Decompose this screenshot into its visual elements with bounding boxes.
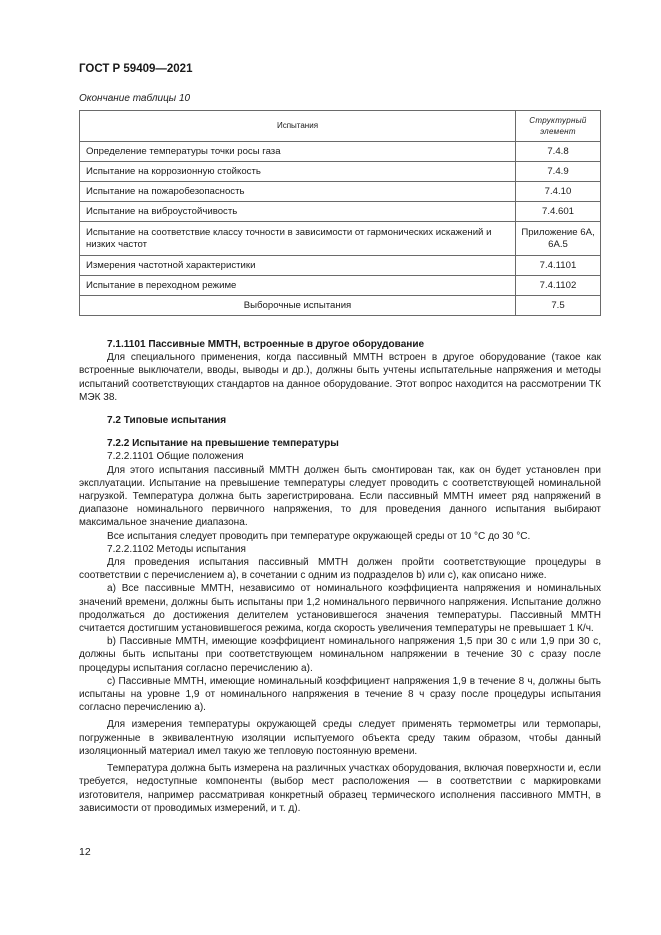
test-cell: Испытание на коррозионную стойкость (80, 162, 516, 182)
table-caption: Окончание таблицы 10 (79, 93, 191, 104)
test-cell: Испытание на пожаробезопасность (80, 182, 516, 202)
list-item-b: b) Пассивные ММТН, имеющие коэффициент номинального напряжения 1,5 при 30 с или 1,9 при 30 с, должны быть испытаны при соответствующем номинальном напряжении в течение 30 с сразу после процедуры испытания согласно перечислению а). (79, 636, 601, 674)
column-header-element-line2: элемент (540, 127, 576, 136)
element-cell: 7.4.1101 (516, 256, 601, 276)
column-header-element (516, 111, 601, 142)
paragraph: Температура должна быть измерена на различных участках оборудования, включая поверхности и, если требуется, недоступные компоненты (выбор мест расположения — в соответствии с маркировками изготовителя, например рассматривая конкретный образец термического исполнения пассивного ММТН, в зависимости от проводимых измерений, и т. д). (79, 763, 601, 814)
section-title-7-2: 7.2 Типовые испытания (107, 415, 227, 427)
subsection-title-7-2-2-1101: 7.2.2.1101 Общие положения (107, 451, 244, 463)
table-row (80, 162, 601, 182)
table-row (80, 296, 601, 316)
element-cell (516, 222, 601, 256)
test-cell: Измерения частотной характеристики (80, 256, 516, 276)
element-cell-line1: Приложение 6А, (521, 226, 595, 238)
test-cell: Испытание на виброустойчивость (80, 202, 516, 222)
table-row (80, 256, 601, 276)
paragraph: Для измерения температуры окружающей среды следует применять термометры или термопары, погруженные в эквивалентную изоляции испытуемого объекта среду таким образом, чтобы данный изоляционный материал имел такую же тепловую постоянную времени. (79, 719, 601, 757)
test-cell: Испытание на соответствие классу точности в зависимости от гармонических искажений и низких частот (80, 222, 516, 256)
element-cell: 7.4.9 (516, 162, 601, 182)
document-body (79, 338, 601, 815)
table-row (80, 142, 601, 162)
section-title-7-1-1101: 7.1.1101 Пассивные ММТН, встроенные в другое оборудование (107, 339, 425, 350)
test-cell: Определение температуры точки росы газа (80, 142, 516, 162)
column-header-tests: Испытания (80, 111, 516, 142)
element-cell: 7.5 (516, 296, 601, 316)
paragraph: Для специального применения, когда пассивный ММТН встроен в другое оборудование (такое как встроенные выключатели, вводы, выводы и др.), должны быть учтены испытательные напряжения и методы испытаний соответствующих стандартов на данное оборудование. Этот вопрос находится на рассмотрении ТК МЭК 38. (79, 352, 601, 403)
tests-table (79, 110, 601, 316)
table-row (80, 222, 601, 256)
paragraph: Все испытания следует проводить при температуре окружающей среды от 10 °С до 30 °С. (107, 530, 531, 542)
page-number: 12 (79, 846, 91, 858)
element-cell: 7.4.1102 (516, 276, 601, 296)
paragraph: Для этого испытания пассивный ММТН должен быть смонтирован так, как он будет установлен при эксплуатации. Испытание на превышение температуры следует проводить с соответствующей номинальной нагрузкой. Температура должна быть зарегистрирована. Если пассивный ММТН имеет ряд напряжений в диапазоне номинального первичного напряжения, то для проведения данного испытания выбирают максимальное значение диапазона. (79, 464, 601, 529)
element-cell-line2: 6А.5 (548, 238, 568, 250)
list-item-c: c) Пассивные ММТН, имеющие номинальный коэффициент напряжения 1,9 в течение 8 ч, должны быть испытаны на уровне 1,9 от номинального напряжения в течение 8 ч сразу после процедуры испытания согласно перечислению а). (79, 675, 601, 714)
element-cell: 7.4.601 (516, 202, 601, 222)
list-item-a: а) Все пассивные ММТН, независимо от номинального коэффициента напряжения и номинальных значений времени, должны быть испытаны при 1,2 номинального первичного напряжения. Испытание должно продолжаться до достижения делителем установившегося значения температуры. Пассивный ММТН считается достигшим установившегося режима, когда скорость увеличения температуры не превышает 1 К/ч. (79, 583, 601, 635)
table-row (80, 182, 601, 202)
section-title-7-2-2: 7.2.2 Испытание на превышение температуры (107, 438, 339, 450)
element-cell: 7.4.10 (516, 182, 601, 202)
column-header-element-line1: Структурный (529, 116, 587, 125)
table-row (80, 202, 601, 222)
table-row (80, 276, 601, 296)
document-code-header: ГОСТ Р 59409—2021 (79, 63, 193, 75)
test-cell: Выборочные испытания (80, 296, 516, 316)
paragraph: Для проведения испытания пассивный ММТН должен пройти соответствующие процедуры в соответствии с перечислением а), в сочетании с одним из подразделов b) или c), как описано ниже. (79, 557, 601, 582)
subsection-title-7-2-2-1102: 7.2.2.1102 Методы испытания (107, 543, 246, 555)
element-cell: 7.4.8 (516, 142, 601, 162)
table-header-row (80, 111, 601, 142)
test-cell: Испытание в переходном режиме (80, 276, 516, 296)
